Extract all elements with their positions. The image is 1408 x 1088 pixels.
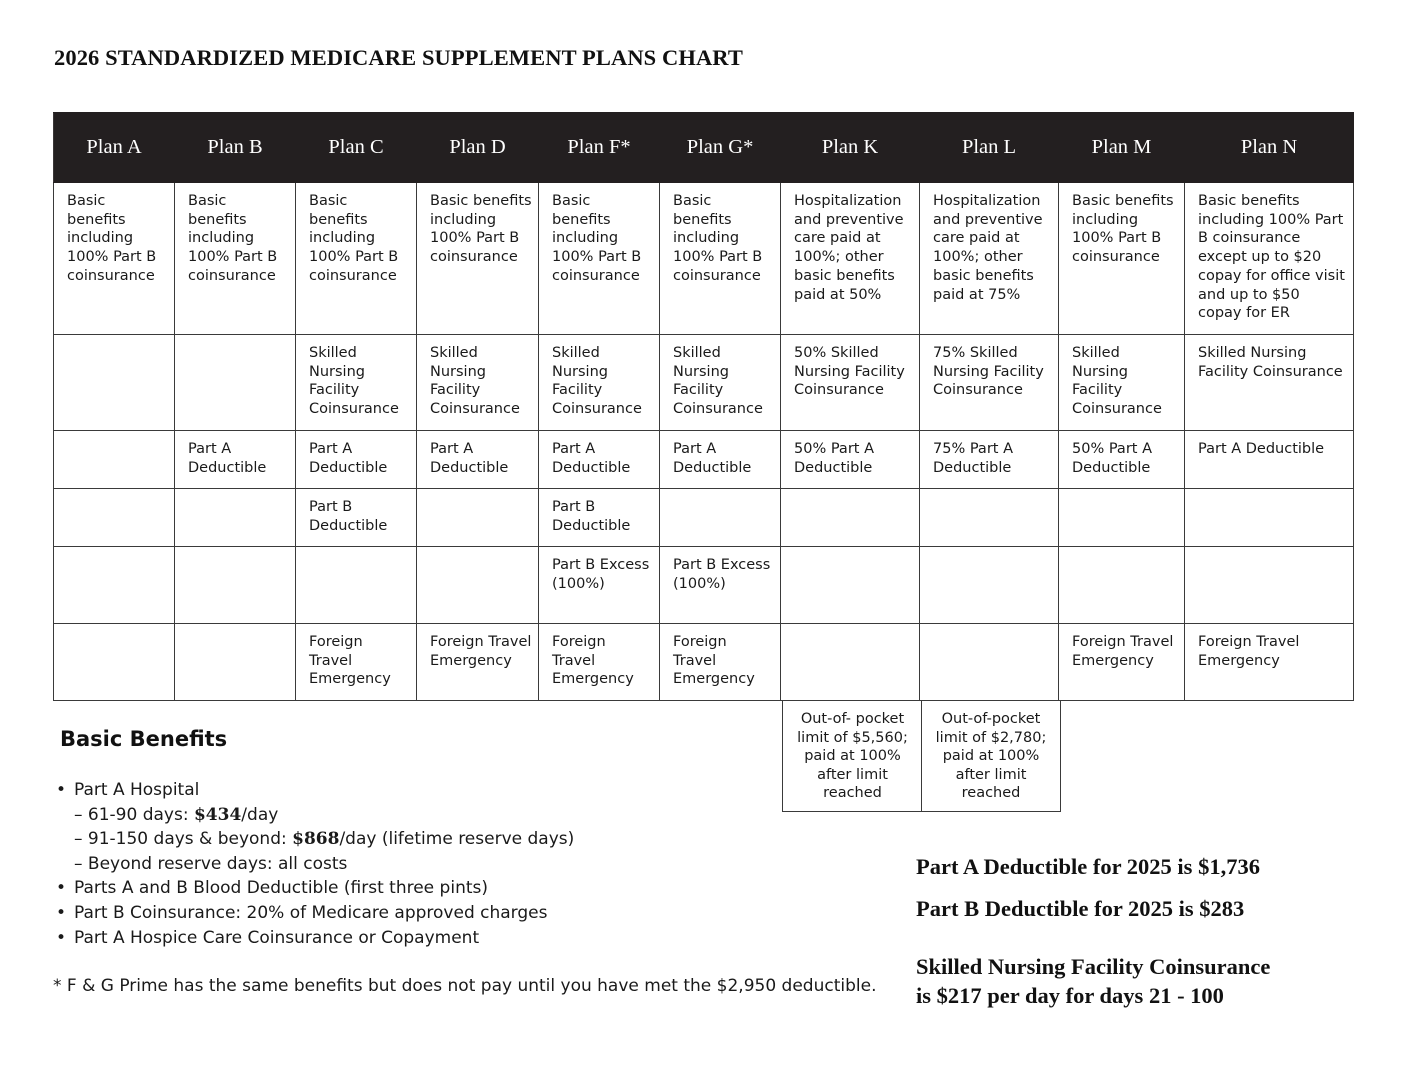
benefit-cell: Foreign Travel Emergency: [417, 624, 539, 701]
plan-header: Plan K: [781, 113, 920, 183]
benefit-cell: Part A Deductible: [539, 431, 660, 489]
benefit-cell: Part A Deductible: [417, 431, 539, 489]
benefit-cell: Skilled Nursing Facility Coinsurance: [417, 335, 539, 431]
list-item: • Part B Coinsurance: 20% of Medicare approved charges: [56, 901, 574, 926]
benefit-cell: 50% Skilled Nursing Facility Coinsurance: [781, 335, 920, 431]
benefit-row-basic: [54, 183, 1354, 335]
list-item-text: /day: [241, 804, 279, 825]
part-a-deductible-note: Part A Deductible for 2025 is $1,736: [916, 854, 1260, 879]
benefit-row-part-b-excess: [54, 547, 1354, 624]
benefit-cell: Part B Deductible: [296, 489, 417, 547]
benefit-cell: [1185, 547, 1354, 624]
benefit-cell: Foreign Travel Emergency: [1059, 624, 1185, 701]
benefit-cell: [1185, 489, 1354, 547]
snf-coinsurance-note: [916, 953, 1270, 1010]
out-of-pocket-limit-plan-l: Out-of-pocket limit of $2,780; paid at 100% after limit reached: [921, 700, 1061, 812]
out-of-pocket-limit-plan-k: Out-of- pocket limit of $5,560; paid at 100% after limit reached: [782, 700, 922, 812]
plan-header: Plan F*: [539, 113, 660, 183]
benefit-cell: [175, 547, 296, 624]
benefit-cell: 50% Part A Deductible: [781, 431, 920, 489]
list-item: [56, 803, 574, 828]
benefit-cell: Foreign Travel Emergency: [660, 624, 781, 701]
snf-coinsurance-line: Skilled Nursing Facility Coinsurance: [916, 954, 1271, 979]
benefit-cell: Hospitalization and preventive care paid at 100%; other basic benefits paid at 75%: [920, 183, 1059, 335]
benefit-cell: Part B Deductible: [539, 489, 660, 547]
benefit-cell: [54, 489, 175, 547]
plan-header: Plan D: [417, 113, 539, 183]
benefit-cell: Basic benefits including 100% Part B coinsurance except up to $20 copay for office visit and up to $50 copay for ER: [1185, 183, 1354, 335]
list-item-text: – 91-150 days & beyond:: [74, 829, 293, 850]
benefit-cell: [417, 489, 539, 547]
snf-coinsurance-line: is $217 per day for days 21 - 100: [916, 982, 1224, 1008]
list-item-text: /day (lifetime reserve days): [339, 829, 575, 850]
benefit-cell: [175, 489, 296, 547]
benefit-cell: Part B Excess (100%): [660, 547, 781, 624]
part-b-deductible-note: Part B Deductible for 2025 is $283: [916, 896, 1245, 921]
plan-header: Plan C: [296, 113, 417, 183]
benefit-cell: Basic benefits including 100% Part B coinsurance: [539, 183, 660, 335]
plans-table: [53, 112, 1354, 701]
plan-header: Plan M: [1059, 113, 1185, 183]
list-item: • Part A Hospice Care Coinsurance or Copayment: [56, 926, 574, 951]
benefit-cell: [781, 624, 920, 701]
plan-header: Plan N: [1185, 113, 1354, 183]
benefit-cell: [920, 624, 1059, 701]
benefit-cell: Basic benefits including 100% Part B coinsurance: [1059, 183, 1185, 335]
benefit-cell: [54, 335, 175, 431]
plan-header: Plan G*: [660, 113, 781, 183]
benefit-cell: Part A Deductible: [175, 431, 296, 489]
benefit-cell: [1059, 547, 1185, 624]
benefit-cell: Part B Excess (100%): [539, 547, 660, 624]
plan-header: Plan L: [920, 113, 1059, 183]
benefit-cell: 75% Part A Deductible: [920, 431, 1059, 489]
benefit-cell: [1059, 489, 1185, 547]
benefit-cell: [660, 489, 781, 547]
plan-header: Plan A: [54, 113, 175, 183]
benefit-cell: Skilled Nursing Facility Coinsurance: [660, 335, 781, 431]
benefit-row-snf: [54, 335, 1354, 431]
benefit-cell: [175, 335, 296, 431]
list-item-amount: $868: [292, 829, 340, 850]
plan-header: Plan B: [175, 113, 296, 183]
list-item: [56, 852, 574, 877]
benefit-cell: Basic benefits including 100% Part B coinsurance: [296, 183, 417, 335]
benefit-cell: [781, 489, 920, 547]
basic-benefits-heading: Basic Benefits: [60, 727, 228, 751]
benefit-cell: [175, 624, 296, 701]
benefit-cell: Skilled Nursing Facility Coinsurance: [1059, 335, 1185, 431]
benefit-cell: [920, 547, 1059, 624]
benefit-row-part-b-deductible: [54, 489, 1354, 547]
basic-benefits-list: [56, 778, 574, 950]
benefit-cell: Skilled Nursing Facility Coinsurance: [539, 335, 660, 431]
benefit-row-foreign-travel: [54, 624, 1354, 701]
list-item: • Part A Hospital: [56, 778, 574, 803]
list-item: • Parts A and B Blood Deductible (first three pints): [56, 876, 574, 901]
plans-header-row: [54, 113, 1354, 183]
list-item-text: – 61-90 days:: [74, 804, 194, 825]
benefit-cell: Basic benefits including 100% Part B coinsurance: [660, 183, 781, 335]
benefit-cell: Basic benefits including 100% Part B coinsurance: [175, 183, 296, 335]
list-item-amount: $434: [193, 804, 242, 825]
footnote: * F & G Prime has the same benefits but does not pay until you have met the $2,950 deductible.: [53, 976, 877, 996]
benefit-cell: Part A Deductible: [660, 431, 781, 489]
benefit-cell: [417, 547, 539, 624]
benefit-cell: Hospitalization and preventive care paid at 100%; other basic benefits paid at 50%: [781, 183, 920, 335]
benefit-cell: Foreign Travel Emergency: [296, 624, 417, 701]
benefit-cell: [54, 624, 175, 701]
benefit-cell: Foreign Travel Emergency: [1185, 624, 1354, 701]
list-item-text: – Beyond reserve days: all costs: [74, 853, 348, 874]
benefit-cell: Basic benefits including 100% Part B coinsurance: [417, 183, 539, 335]
list-item: [56, 827, 574, 852]
benefit-cell: [781, 547, 920, 624]
benefit-cell: Skilled Nursing Facility Coinsurance: [296, 335, 417, 431]
benefit-cell: Foreign Travel Emergency: [539, 624, 660, 701]
benefit-cell: [54, 547, 175, 624]
benefit-cell: [296, 547, 417, 624]
benefit-cell: [920, 489, 1059, 547]
benefit-row-part-a-deductible: [54, 431, 1354, 489]
benefit-cell: Part A Deductible: [1185, 431, 1354, 489]
benefit-cell: 50% Part A Deductible: [1059, 431, 1185, 489]
page-title: 2026 STANDARDIZED MEDICARE SUPPLEMENT PLANS CHART: [54, 45, 743, 70]
benefit-cell: Basic benefits including 100% Part B coinsurance: [54, 183, 175, 335]
benefit-cell: 75% Skilled Nursing Facility Coinsurance: [920, 335, 1059, 431]
benefit-cell: Part A Deductible: [296, 431, 417, 489]
benefit-cell: [54, 431, 175, 489]
benefit-cell: Skilled Nursing Facility Coinsurance: [1185, 335, 1354, 431]
